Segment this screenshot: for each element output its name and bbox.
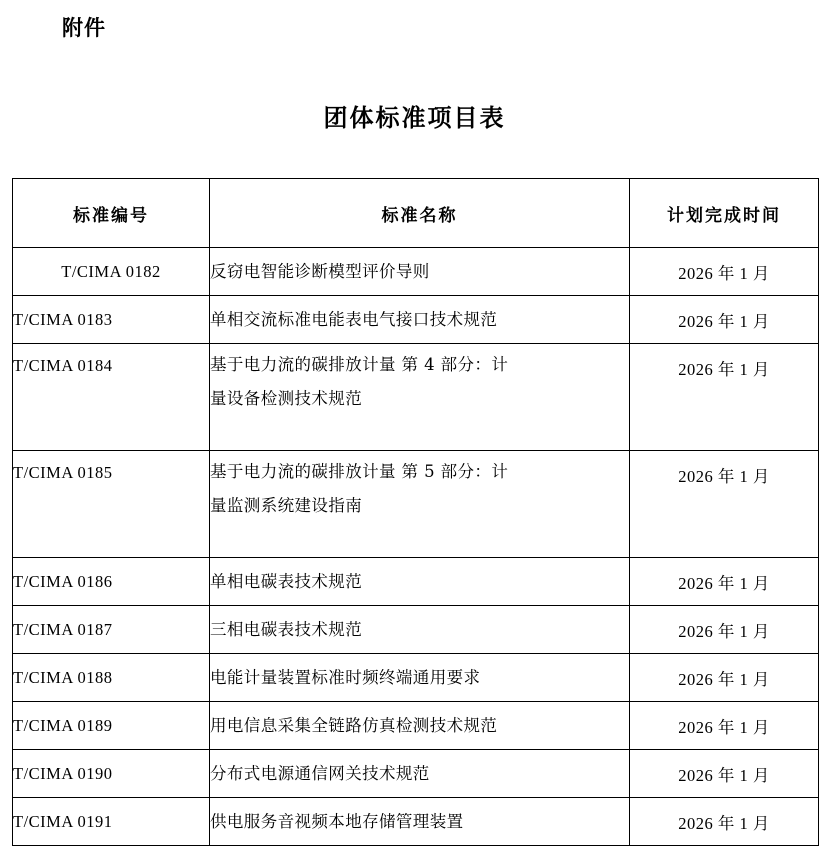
cell-standard-name: 单相电碳表技术规范 bbox=[210, 558, 630, 606]
cell-standard-name bbox=[210, 344, 630, 451]
table-row bbox=[13, 344, 819, 451]
cell-standard-code: T/CIMA 0190 bbox=[13, 750, 210, 798]
table-row bbox=[13, 654, 819, 702]
cell-standard-code: T/CIMA 0189 bbox=[13, 702, 210, 750]
cell-standard-name-line2: 量监测系统建设指南 bbox=[210, 495, 363, 515]
attachment-label: 附件 bbox=[62, 15, 106, 40]
cell-standard-code: T/CIMA 0188 bbox=[13, 654, 210, 702]
table-row bbox=[13, 248, 819, 296]
standards-table bbox=[12, 178, 819, 846]
column-header-date: 计划完成时间 bbox=[630, 179, 819, 248]
cell-standard-code: T/CIMA 0182 bbox=[13, 248, 210, 296]
cell-planned-date: 2026 年 1 月 bbox=[630, 606, 819, 654]
cell-standard-code: T/CIMA 0183 bbox=[13, 296, 210, 344]
cell-standard-name: 用电信息采集全链路仿真检测技术规范 bbox=[210, 702, 630, 750]
cell-standard-name: 分布式电源通信网关技术规范 bbox=[210, 750, 630, 798]
column-header-code: 标准编号 bbox=[13, 179, 210, 248]
cell-planned-date: 2026 年 1 月 bbox=[630, 248, 819, 296]
table-row bbox=[13, 750, 819, 798]
cell-planned-date: 2026 年 1 月 bbox=[630, 798, 819, 846]
table-row bbox=[13, 451, 819, 558]
table-row bbox=[13, 606, 819, 654]
cell-planned-date: 2026 年 1 月 bbox=[630, 296, 819, 344]
cell-standard-name: 单相交流标准电能表电气接口技术规范 bbox=[210, 296, 630, 344]
cell-standard-name bbox=[210, 451, 630, 558]
table-row bbox=[13, 558, 819, 606]
cell-standard-name: 供电服务音视频本地存储管理装置 bbox=[210, 798, 630, 846]
cell-standard-code: T/CIMA 0184 bbox=[13, 344, 210, 451]
cell-planned-date: 2026 年 1 月 bbox=[630, 654, 819, 702]
page-title: 团体标准项目表 bbox=[323, 103, 506, 132]
cell-planned-date: 2026 年 1 月 bbox=[630, 451, 819, 558]
cell-standard-name: 三相电碳表技术规范 bbox=[210, 606, 630, 654]
cell-standard-code: T/CIMA 0185 bbox=[13, 451, 210, 558]
cell-standard-code: T/CIMA 0191 bbox=[13, 798, 210, 846]
column-header-name: 标准名称 bbox=[210, 179, 630, 248]
cell-standard-name-line1: 基于电力流的碳排放计量 第 4 部分：计 bbox=[210, 355, 509, 374]
table-row bbox=[13, 702, 819, 750]
table-header-row bbox=[13, 179, 819, 248]
standards-table-wrapper bbox=[12, 178, 818, 846]
cell-standard-name-line2: 量设备检测技术规范 bbox=[210, 388, 363, 408]
cell-standard-code: T/CIMA 0187 bbox=[13, 606, 210, 654]
cell-standard-name: 反窃电智能诊断模型评价导则 bbox=[210, 248, 630, 296]
table-row bbox=[13, 798, 819, 846]
cell-planned-date: 2026 年 1 月 bbox=[630, 558, 819, 606]
cell-planned-date: 2026 年 1 月 bbox=[630, 344, 819, 451]
cell-standard-name-line1: 基于电力流的碳排放计量 第 5 部分：计 bbox=[210, 462, 509, 481]
cell-standard-name: 电能计量装置标准时频终端通用要求 bbox=[210, 654, 630, 702]
cell-standard-code: T/CIMA 0186 bbox=[13, 558, 210, 606]
table-row bbox=[13, 296, 819, 344]
cell-planned-date: 2026 年 1 月 bbox=[630, 750, 819, 798]
cell-planned-date: 2026 年 1 月 bbox=[630, 702, 819, 750]
